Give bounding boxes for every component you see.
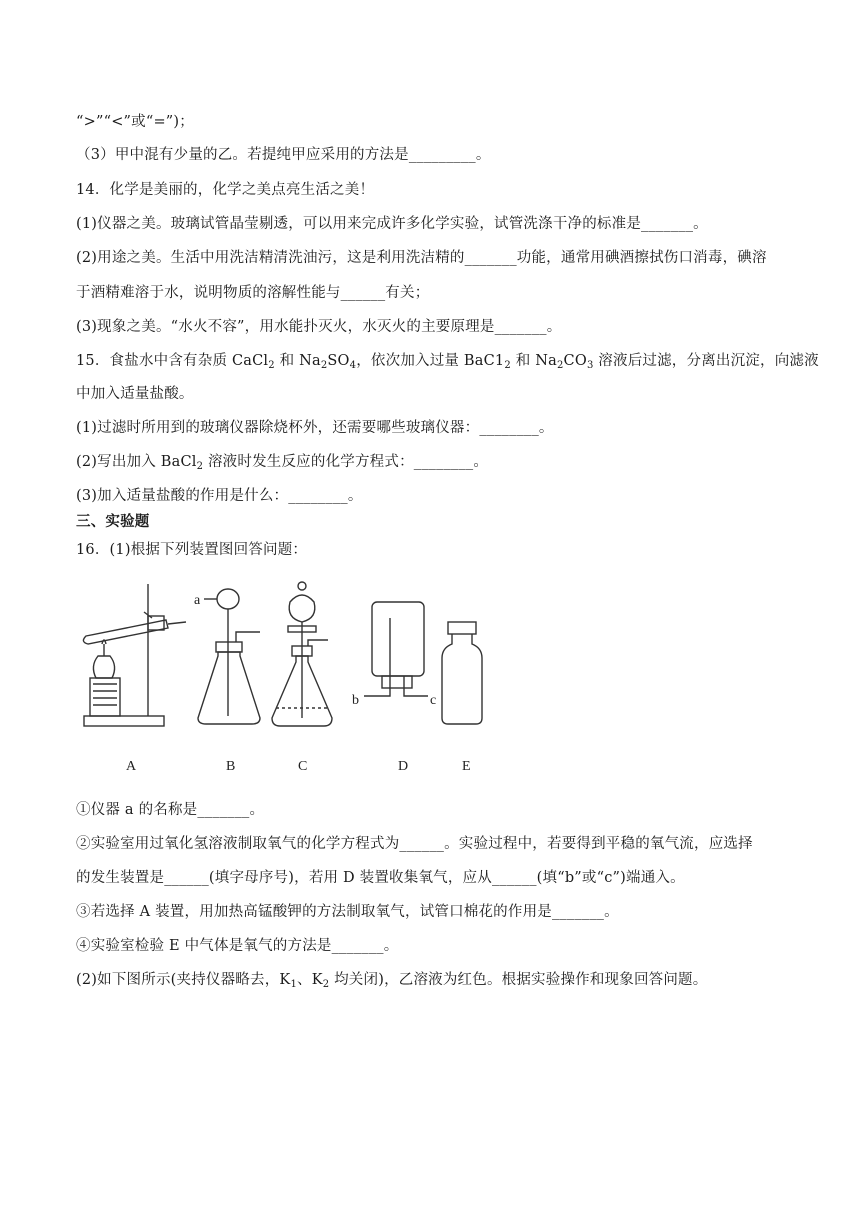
text-line: (1)仪器之美。玻璃试管晶莹剔透，可以用来完成许多化学实验，试管洗涤干净的标准是_______。 <box>76 216 708 232</box>
text-line: (1)过滤时所用到的玻璃仪器除烧杯外，还需要哪些玻璃仪器：________。 <box>76 420 554 436</box>
text-line: “>”“<”或“=”)； <box>76 114 194 130</box>
apparatus-label-e: E <box>462 759 471 774</box>
apparatus-a <box>83 584 186 726</box>
text-line: 的发生装置是______(填字母序号)，若用 D 装置收集氧气，应从______(填“b”或“c”)端通入。 <box>76 870 685 886</box>
apparatus-label-d: D <box>398 759 409 774</box>
text-line: ④实验室检验 E 中气体是氧气的方法是_______。 <box>76 938 399 954</box>
text-line: ②实验室用过氧化氢溶液制取氧气的化学方程式为______。实验过程中，若要得到平稳的氧气流，应选择 <box>76 836 753 852</box>
apparatus-e <box>442 622 482 724</box>
text-line: (3)现象之美。“水火不容”，用水能扑灭火，水灭火的主要原理是_______。 <box>76 319 562 335</box>
text-line: (2)写出加入 BaCl$_2$ 溶液时发生反应的化学方程式：________。 <box>76 454 489 472</box>
apparatus-figure <box>76 578 496 778</box>
label-a: a <box>194 593 201 608</box>
text-line: (3)加入适量盐酸的作用是什么：________。 <box>76 488 363 504</box>
apparatus-label-a: A <box>126 759 137 774</box>
section-heading: 三、实验题 <box>76 513 150 530</box>
text-line: ①仪器 a 的名称是_______。 <box>76 802 265 818</box>
text-line: 于酒精难溶于水，说明物质的溶解性能与______有关； <box>76 285 430 301</box>
text-line: ③若选择 A 装置，用加热高锰酸钾的方法制取氧气，试管口棉花的作用是_______。 <box>76 904 619 920</box>
apparatus-label-b: B <box>226 759 236 774</box>
label-c: c <box>430 693 437 708</box>
text-line: 中加入适量盐酸。 <box>76 386 194 402</box>
question-14: 14．化学是美丽的，化学之美点亮生活之美！ <box>76 182 375 198</box>
apparatus-b <box>198 589 260 724</box>
apparatus-c <box>272 582 332 726</box>
question-16: 16．(1)根据下列装置图回答问题： <box>76 542 308 558</box>
label-b: b <box>352 693 359 708</box>
apparatus-label-c: C <box>298 759 308 774</box>
text-line: (2)如下图所示(夹持仪器略去，$K_1$、$K_2$ 均关闭)，乙溶液为红色。根据实验操作和现象回答问题。 <box>76 972 708 990</box>
apparatus-d <box>364 602 428 696</box>
question-15: 15．食盐水中含有杂质 CaCl$_2$ 和 $Na_2SO_4$，依次加入过量 $BaC1_2$ 和 $Na_2CO_3$ 溶液后过滤，分离出沉淀，向滤液 <box>76 353 819 371</box>
text-line: （3）甲中混有少量的乙。若提纯甲应采用的方法是_________。 <box>76 147 491 163</box>
text-line: (2)用途之美。生活中用洗洁精清洗油污，这是利用洗洁精的_______功能，通常用碘酒擦拭伤口消毒，碘溶 <box>76 250 767 266</box>
